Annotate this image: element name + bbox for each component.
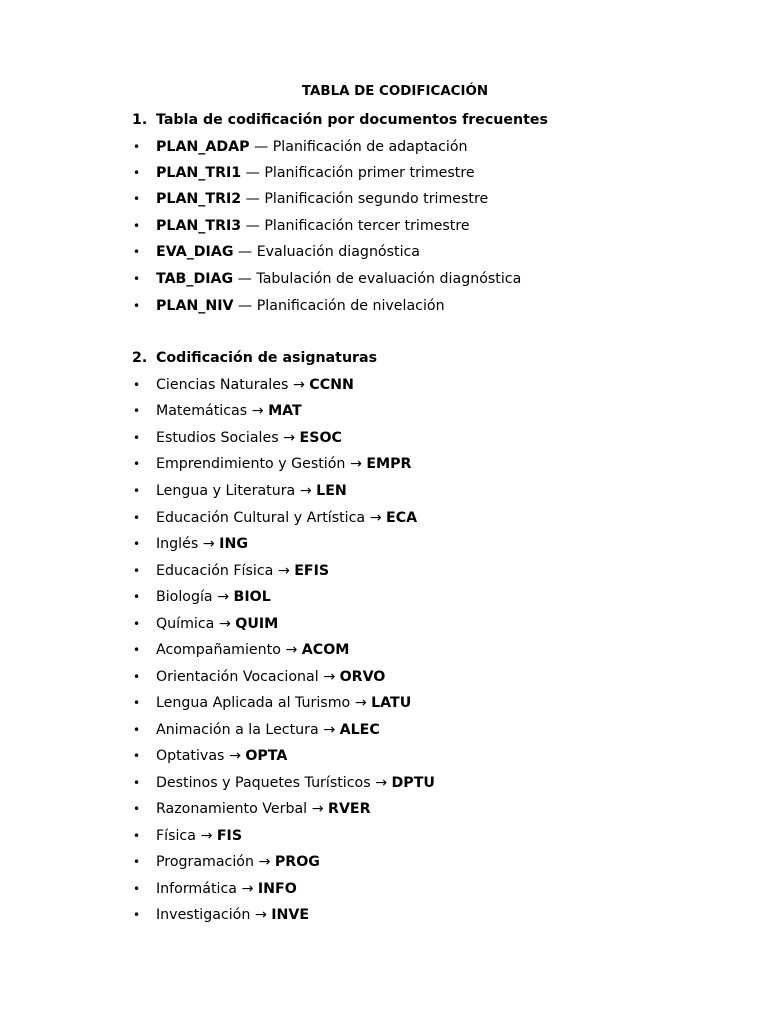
document-code: TAB_DIAG [156, 271, 234, 287]
arrow-icon: → [323, 722, 336, 738]
bullet-icon: • [133, 166, 141, 180]
bullet-icon: • [133, 723, 141, 737]
separator: — [254, 139, 269, 155]
bullet-icon: • [133, 404, 141, 418]
document-code: EVA_DIAG [156, 244, 234, 260]
list-item [132, 163, 475, 183]
document-description: Planificación de nivelación [256, 298, 445, 314]
arrow-icon: → [277, 563, 290, 579]
document-code: PLAN_TRI1 [156, 165, 242, 181]
subject-code: ING [219, 536, 248, 552]
subject-code: ESOC [299, 430, 342, 446]
list-item [132, 852, 320, 872]
subject-code: INVE [271, 907, 310, 923]
subject-name: Química [156, 616, 215, 632]
list-item [132, 137, 468, 157]
subject-name: Inglés [156, 536, 199, 552]
subject-code: BIOL [233, 589, 271, 605]
bullet-icon: • [133, 670, 141, 684]
subject-name: Ciencias Naturales [156, 377, 289, 393]
document-description: Planificación primer trimestre [264, 165, 475, 181]
list-item [132, 799, 371, 819]
subject-name: Biología [156, 589, 213, 605]
section-number: 1. [132, 112, 148, 128]
subject-name: Educación Cultural y Artística [156, 510, 366, 526]
document-description: Planificación de adaptación [272, 139, 468, 155]
bullet-icon: • [133, 749, 141, 763]
bullet-icon: • [133, 617, 141, 631]
document-description: Planificación segundo trimestre [264, 191, 489, 207]
bullet-icon: • [133, 908, 141, 922]
bullet-icon: • [133, 564, 141, 578]
subject-name: Estudios Sociales [156, 430, 279, 446]
bullet-icon: • [133, 272, 141, 286]
bullet-icon: • [133, 431, 141, 445]
list-item [132, 746, 287, 766]
subject-code: DPTU [391, 775, 435, 791]
bullet-icon: • [133, 643, 141, 657]
list-item [132, 693, 411, 713]
arrow-icon: → [251, 403, 264, 419]
section-number: 2. [132, 350, 148, 366]
document-description: Tabulación de evaluación diagnóstica [256, 271, 522, 287]
subject-code: QUIM [235, 616, 279, 632]
subject-name: Matemáticas [156, 403, 248, 419]
bullet-icon: • [133, 457, 141, 471]
subject-name: Razonamiento Verbal [156, 801, 308, 817]
subject-name: Emprendimiento y Gestión [156, 456, 346, 472]
bullet-icon: • [133, 219, 141, 233]
subject-code: LATU [371, 695, 412, 711]
subject-code: FIS [216, 828, 243, 844]
list-item [132, 614, 278, 634]
arrow-icon: → [217, 589, 230, 605]
subject-name: Animación a la Lectura [156, 722, 319, 738]
separator: — [238, 298, 253, 314]
list-item [132, 401, 302, 421]
bullet-icon: • [133, 484, 141, 498]
subject-code: MAT [268, 403, 302, 419]
subject-name: Investigación [156, 907, 251, 923]
arrow-icon: → [228, 748, 241, 764]
document-code: PLAN_ADAP [156, 139, 250, 155]
subject-code: EFIS [294, 563, 330, 579]
arrow-icon: → [369, 510, 382, 526]
subject-name: Optativas [156, 748, 225, 764]
list-item [132, 242, 420, 262]
list-item [132, 481, 347, 501]
subject-code: OPTA [245, 748, 288, 764]
arrow-icon: → [202, 536, 215, 552]
bullet-icon: • [133, 140, 141, 154]
bullet-icon: • [133, 192, 141, 206]
arrow-icon: → [200, 828, 213, 844]
subject-code: ACOM [301, 642, 350, 658]
list-item [132, 216, 470, 236]
list-item [132, 534, 248, 554]
bullet-icon: • [133, 882, 141, 896]
list-item [132, 773, 435, 793]
list-item [132, 454, 411, 474]
list-item [132, 561, 329, 581]
subject-code: EMPR [366, 456, 412, 472]
arrow-icon: → [254, 907, 267, 923]
subject-name: Física [156, 828, 196, 844]
list-item [132, 269, 521, 289]
subject-code: ORVO [339, 669, 386, 685]
bullet-icon: • [133, 855, 141, 869]
bullet-icon: • [133, 537, 141, 551]
list-item [132, 508, 417, 528]
bullet-icon: • [133, 511, 141, 525]
arrow-icon: → [299, 483, 312, 499]
subject-code: PROG [274, 854, 320, 870]
arrow-icon: → [354, 695, 367, 711]
subject-name: Lengua y Literatura [156, 483, 296, 499]
subject-name: Educación Física [156, 563, 274, 579]
subject-code: LEN [316, 483, 347, 499]
document-code: PLAN_TRI2 [156, 191, 242, 207]
list-item [132, 640, 349, 660]
subject-code: RVER [328, 801, 371, 817]
subject-name: Informática [156, 881, 237, 897]
subject-code: INFO [257, 881, 297, 897]
list-item [132, 720, 380, 740]
subject-code: ALEC [339, 722, 380, 738]
list-item [132, 879, 297, 899]
bullet-icon: • [133, 776, 141, 790]
list-item [132, 667, 385, 687]
section-1-heading [132, 110, 548, 130]
arrow-icon: → [292, 377, 305, 393]
bullet-icon: • [133, 378, 141, 392]
subject-name: Acompañamiento [156, 642, 281, 658]
bullet-icon: • [133, 299, 141, 313]
list-item [132, 189, 488, 209]
subject-name: Destinos y Paquetes Turísticos [156, 775, 371, 791]
arrow-icon: → [323, 669, 336, 685]
bullet-icon: • [133, 802, 141, 816]
subject-name: Programación [156, 854, 254, 870]
list-item [132, 905, 309, 925]
list-item [132, 296, 445, 316]
arrow-icon: → [218, 616, 231, 632]
section-heading-text: Codificación de asignaturas [156, 350, 378, 366]
separator: — [245, 165, 260, 181]
separator: — [237, 244, 253, 260]
document-code: PLAN_NIV [156, 298, 234, 314]
separator: — [245, 218, 260, 234]
arrow-icon: → [241, 881, 254, 897]
list-item [132, 587, 271, 607]
bullet-icon: • [133, 696, 141, 710]
arrow-icon: → [258, 854, 271, 870]
list-item [132, 428, 342, 448]
section-heading-text: Tabla de codificación por documentos frecuentes [156, 112, 548, 128]
subject-code: CCNN [309, 377, 354, 393]
document-title: TABLA DE CODIFICACIÓN [301, 84, 489, 99]
separator: — [237, 271, 252, 287]
bullet-icon: • [133, 245, 141, 259]
arrow-icon: → [285, 642, 298, 658]
document-description: Evaluación diagnóstica [256, 244, 421, 260]
document-code: PLAN_TRI3 [156, 218, 242, 234]
subject-name: Lengua Aplicada al Turismo [156, 695, 351, 711]
list-item [132, 375, 354, 395]
list-item [132, 826, 242, 846]
subject-code: ECA [386, 510, 418, 526]
bullet-icon: • [133, 829, 141, 843]
section-2-heading [132, 348, 377, 368]
arrow-icon: → [375, 775, 388, 791]
subject-name: Orientación Vocacional [156, 669, 319, 685]
document-description: Planificación tercer trimestre [264, 218, 470, 234]
arrow-icon: → [283, 430, 296, 446]
arrow-icon: → [349, 456, 362, 472]
arrow-icon: → [311, 801, 324, 817]
bullet-icon: • [133, 590, 141, 604]
separator: — [245, 191, 260, 207]
